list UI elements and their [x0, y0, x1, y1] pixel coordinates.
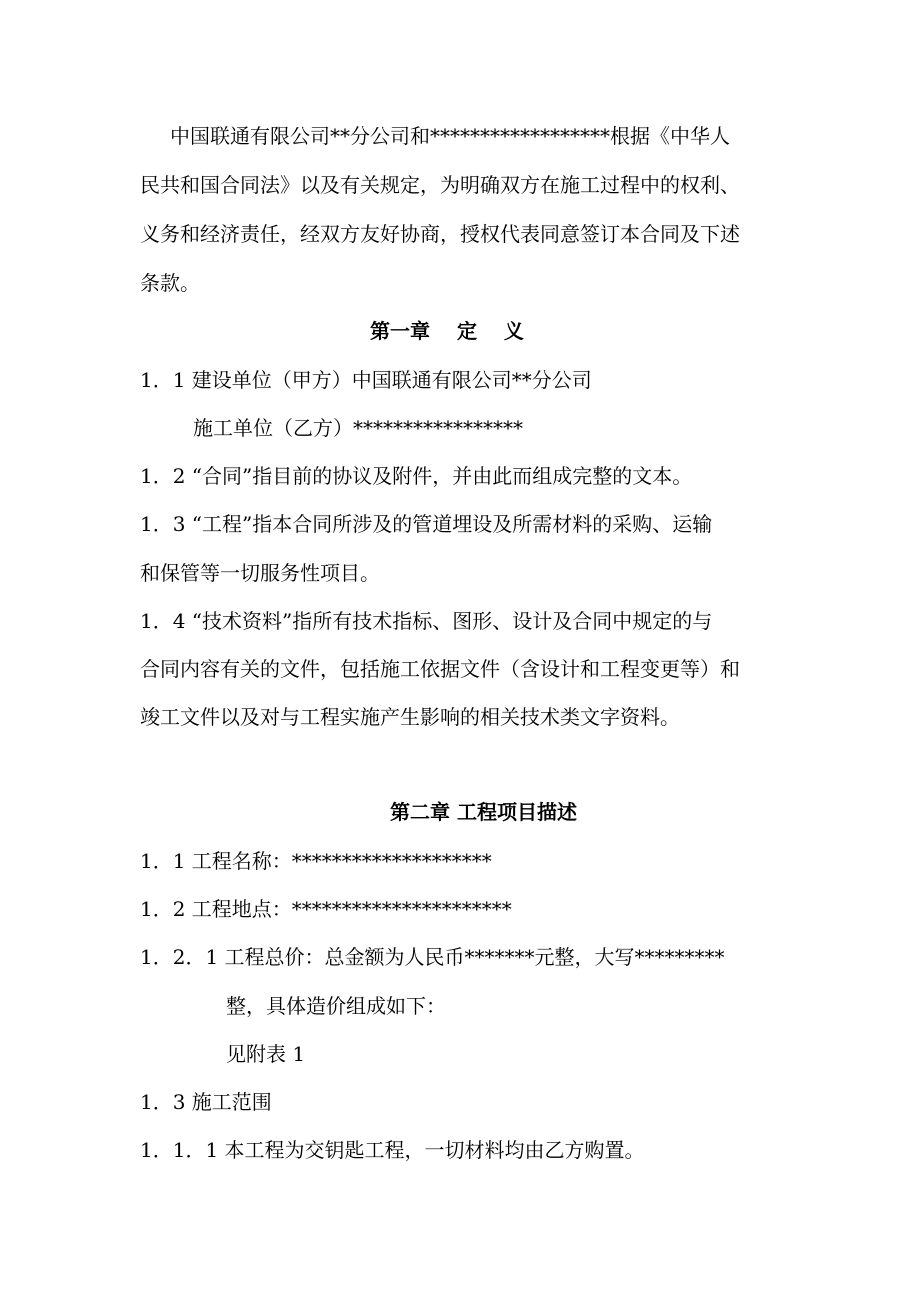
- chapter-2-heading: 第二章 工程项目描述: [390, 800, 577, 824]
- clause-1-4-line-2: 合同内容有关的文件，包括施工依据文件（含设计和工程变更等）和: [140, 657, 740, 681]
- clause-1-1-contractor: 施工单位（乙方）*****************: [193, 416, 523, 440]
- project-total-price: 1．2．1 工程总价：总金额为人民币*******元整，大写*********: [140, 945, 725, 969]
- project-location: 1．2 工程地点：**********************: [140, 897, 512, 921]
- clause-1-4-line-3: 竣工文件以及对与工程实施产生影响的相关技术类文字资料。: [140, 705, 680, 729]
- chapter-1-heading: 第一章 定 义: [370, 319, 524, 343]
- intro-line-1: 中国联通有限公司**分公司和******************根据《中华人: [170, 124, 730, 148]
- clause-1-3-line-2: 和保管等一切服务性项目。: [140, 561, 380, 585]
- construction-scope: 1．3 施工范围: [140, 1090, 272, 1114]
- intro-line-2: 民共和国合同法》以及有关规定，为明确双方在施工过程中的权利、: [140, 173, 740, 197]
- clause-1-4-line-1: 1．4 “技术资料”指所有技术指标、图形、设计及合同中规定的与: [140, 609, 713, 633]
- turnkey-clause: 1．1．1 本工程为交钥匙工程，一切材料均由乙方购置。: [140, 1138, 645, 1162]
- clause-1-2: 1．2 “合同”指目前的协议及附件，并由此而组成完整的文本。: [140, 464, 693, 488]
- project-name: 1．1 工程名称：********************: [140, 849, 492, 873]
- clause-1-3-line-1: 1．3 “工程”指本合同所涉及的管道埋设及所需材料的采购、运输: [140, 512, 713, 536]
- price-composition: 整，具体造价组成如下：: [226, 994, 446, 1018]
- see-appendix: 见附表 1: [226, 1042, 306, 1066]
- intro-line-4: 条款。: [140, 271, 200, 295]
- clause-1-1-employer: 1．1 建设单位（甲方）中国联通有限公司**分公司: [140, 368, 592, 392]
- intro-line-3: 义务和经济责任，经双方友好协商，授权代表同意签订本合同及下述: [140, 222, 740, 246]
